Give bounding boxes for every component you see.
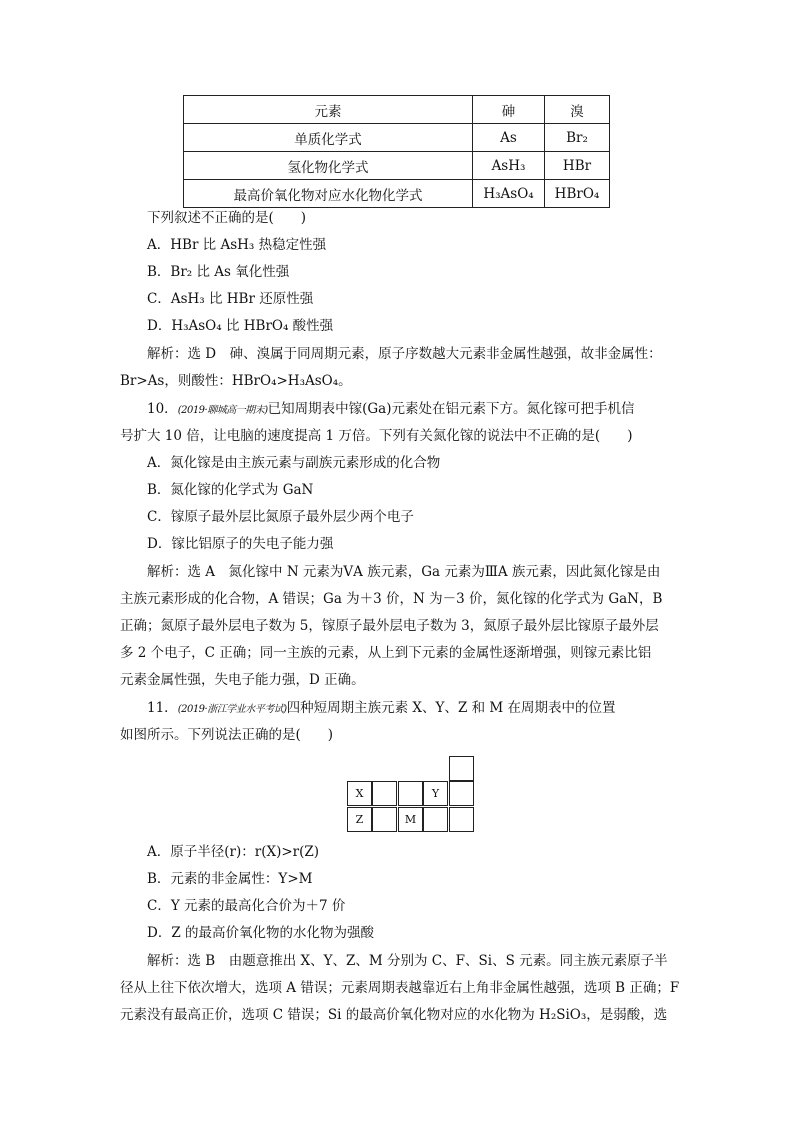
table-row xyxy=(184,152,610,180)
q10-analysis-line: 正确；氮原子最外层电子数为 5，镓原子最外层电子数为 3，氮原子最外层比镓原子最外层 xyxy=(120,618,659,634)
q11-analysis-line: 径从上往下依次增大，选项 A 错误；元素周期表越靠近右上角非金属性越强，选项 B 正确；F xyxy=(120,980,680,996)
grid-cell xyxy=(372,807,397,832)
q9-option-c: C．AsH₃ 比 HBr 还原性强 xyxy=(147,291,314,307)
q10-stem-line: 号扩大 10 倍，让电脑的速度提高 1 万倍。下列有关氮化镓的说法中不正确的是( ) xyxy=(120,428,633,444)
table-cell: H₃AsO₄ xyxy=(473,180,545,208)
q10-source: (2019·聊城高一期末) xyxy=(177,405,268,416)
grid-cell xyxy=(449,781,474,806)
table-cell: HBrO₄ xyxy=(545,180,610,208)
table-cell: AsH₃ xyxy=(473,152,545,180)
table-cell: HBr xyxy=(545,152,610,180)
table-cell: As xyxy=(473,124,545,152)
q9-analysis-line: 解析：选 D 砷、溴属于同周期元素，原子序数越大元素非金属性越强，故非金属性： xyxy=(147,346,662,362)
q11-source: (2019·浙江学业水平考试) xyxy=(177,704,287,715)
q11-option-a: A．原子半径(r)：r(X)>r(Z) xyxy=(147,844,320,860)
q10-option-a: A．氮化镓是由主族元素与副族元素形成的化合物 xyxy=(147,455,441,471)
table-row xyxy=(184,124,610,152)
q11-option-d: D．Z 的最高价氧化物的水化物为强酸 xyxy=(147,925,374,941)
q10-analysis-line: 主族元素形成的化合物，A 错误；Ga 为＋3 价，N 为－3 价，氮化镓的化学式为 GaN，B xyxy=(120,591,663,607)
q10-option-d: D．镓比铝原子的失电子能力强 xyxy=(147,536,334,552)
grid-cell xyxy=(449,756,474,781)
table-cell: Br₂ xyxy=(545,124,610,152)
grid-cell-z: Z xyxy=(347,807,372,832)
q10-analysis-line: 解析：选 A 氮化镓中 N 元素为ⅤA 族元素，Ga 元素为ⅢA 族元素，因此氮化镓是由 xyxy=(147,564,661,580)
periodic-table-fragment xyxy=(347,756,475,832)
q10-number: 10． xyxy=(147,401,178,417)
table-row xyxy=(184,180,610,208)
q9-option-b: B．Br₂ 比 As 氧化性强 xyxy=(147,264,290,280)
table-header-cell: 砷 xyxy=(473,96,545,124)
table-header-cell: 溴 xyxy=(545,96,610,124)
grid-cell xyxy=(449,807,474,832)
q9-option-d: D．H₃AsO₄ 比 HBrO₄ 酸性强 xyxy=(147,318,334,334)
element-properties-table xyxy=(183,95,610,208)
q10-analysis-line: 元素金属性强，失电子能力强，D 正确。 xyxy=(120,672,365,688)
q9-option-a: A．HBr 比 AsH₃ 热稳定性强 xyxy=(147,237,327,253)
q9-stem: 下列叙述不正确的是( ) xyxy=(147,210,307,226)
grid-cell xyxy=(398,781,423,806)
q10-stem-line xyxy=(147,399,635,421)
q11-number: 11． xyxy=(147,700,178,716)
q11-stem-line: 如图所示。下列说法正确的是( ) xyxy=(120,727,334,743)
q11-option-b: B．元素的非金属性：Y>M xyxy=(147,871,313,887)
q11-stem-line xyxy=(147,698,616,720)
table-cell: 最高价氧化物对应水化物化学式 xyxy=(184,180,473,208)
table-cell: 氢化物化学式 xyxy=(184,152,473,180)
table-cell: 单质化学式 xyxy=(184,124,473,152)
table-header-row xyxy=(184,96,610,124)
q9-analysis-line: Br>As，则酸性：HBrO₄>H₃AsO₄。 xyxy=(120,373,352,389)
grid-cell-m: M xyxy=(398,807,423,832)
q11-analysis-line: 元素没有最高正价，选项 C 错误；Si 的最高价氧化物对应的水化物为 H₂SiO₃，是弱酸，选 xyxy=(120,1007,668,1023)
q11-stem-text: 四种短周期主族元素 X、Y、Z 和 M 在周期表中的位置 xyxy=(286,700,616,716)
grid-cell xyxy=(423,807,448,832)
grid-cell-y: Y xyxy=(423,781,448,806)
grid-cell xyxy=(372,781,397,806)
q10-stem-text: 已知周期表中镓(Ga)元素处在铝元素下方。氮化镓可把手机信 xyxy=(267,401,635,417)
grid-cell-x: X xyxy=(347,781,372,806)
q11-analysis-line: 解析：选 B 由题意推出 X、Y、Z、M 分别为 C、F、Si、S 元素。同主族元素原子半 xyxy=(147,953,668,969)
q10-analysis-line: 多 2 个电子，C 正确；同一主族的元素，从上到下元素的金属性逐渐增强，则镓元素比铝 xyxy=(120,645,652,661)
q11-option-c: C．Y 元素的最高化合价为＋7 价 xyxy=(147,898,346,914)
q10-option-b: B．氮化镓的化学式为 GaN xyxy=(147,482,314,498)
q10-option-c: C．镓原子最外层比氮原子最外层少两个电子 xyxy=(147,509,414,525)
table-header-cell: 元素 xyxy=(184,96,473,124)
